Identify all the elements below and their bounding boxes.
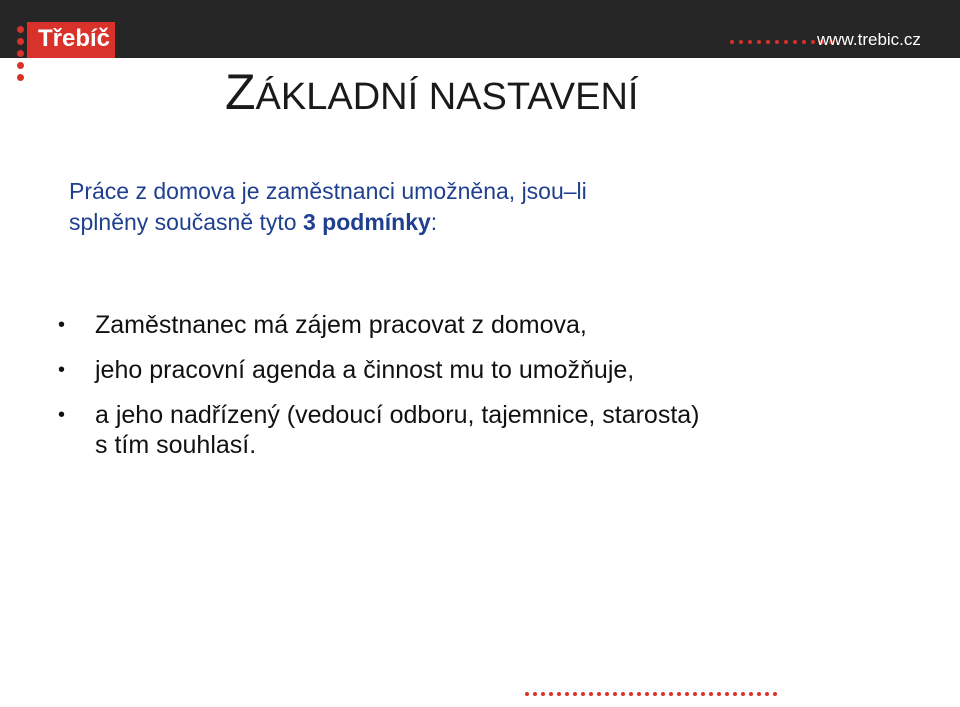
intro-line-2-suffix: : xyxy=(430,209,438,235)
footer-dots-decoration xyxy=(525,692,777,696)
list-item xyxy=(58,355,918,385)
bullet-icon: • xyxy=(58,314,66,336)
intro-line-2-bold: 3 podmínky xyxy=(302,209,431,235)
header-bar xyxy=(0,0,960,58)
intro-line-2-prefix: splněny současně tyto xyxy=(69,209,303,235)
condition-list xyxy=(58,310,918,460)
logo[interactable]: Třebíč xyxy=(38,25,111,52)
slide-title xyxy=(225,62,638,135)
bullet-icon: • xyxy=(58,404,66,426)
intro-line-2 xyxy=(69,207,829,238)
title-first-letter: Z xyxy=(225,64,256,120)
list-item-text: jeho pracovní agenda a činnost mu to umožňuje, xyxy=(95,356,635,384)
bullet-icon: • xyxy=(58,359,66,381)
list-item xyxy=(58,310,918,340)
intro-line-1: Práce z domova je zaměstnanci umožněna, jsou–li xyxy=(69,178,587,204)
website-url[interactable]: www.trebic.cz xyxy=(817,30,921,49)
intro-paragraph xyxy=(69,176,829,238)
list-item xyxy=(58,400,918,460)
list-item-text-continued: s tím souhlasí. xyxy=(95,431,257,459)
list-item-text: a jeho nadřízený (vedoucí odboru, tajemnice, starosta) xyxy=(95,401,700,429)
title-rest: ÁKLADNÍ NASTAVENÍ xyxy=(255,76,639,118)
logo-dots-decoration xyxy=(17,26,25,82)
list-item-text: Zaměstnanec má zájem pracovat z domova, xyxy=(95,311,587,339)
